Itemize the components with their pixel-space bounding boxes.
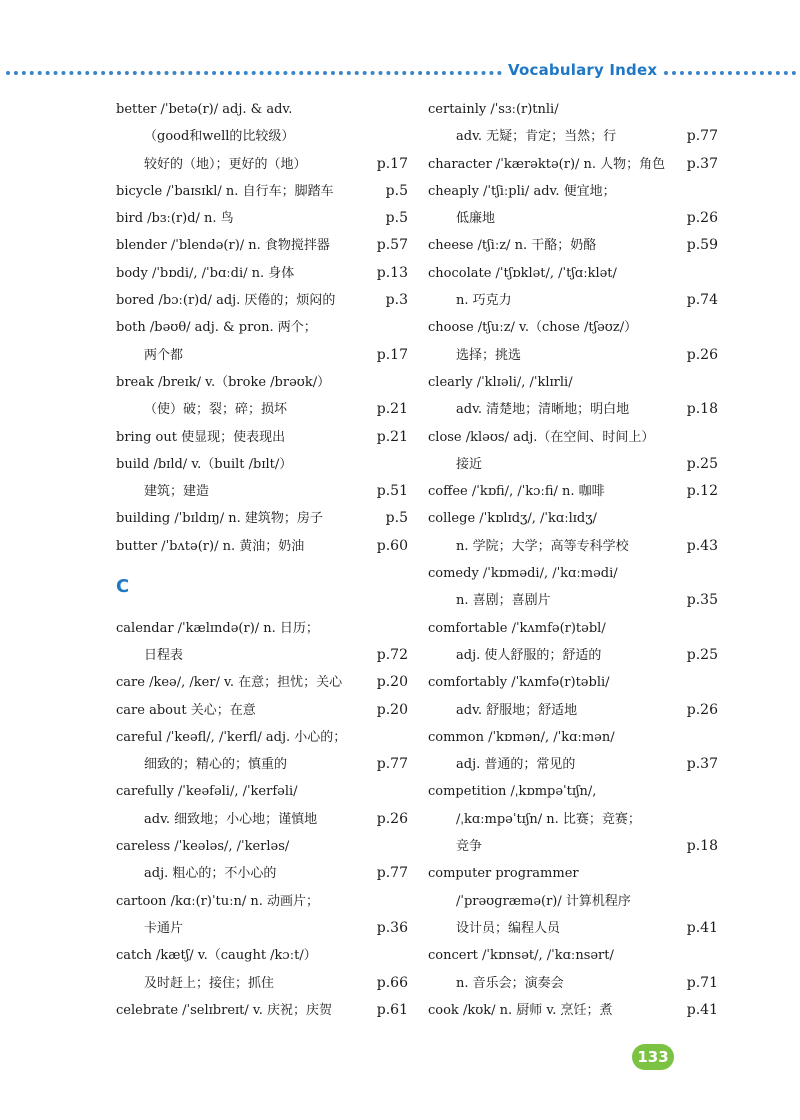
entry-page-ref: p.26 [376,810,408,827]
entry-text: close /kləʊs/ adj.（在空间、时间上） [428,429,655,445]
entry-text: cartoon /kɑː(r)ˈtuːn/ n. 动画片； [116,893,320,909]
index-entry-line [116,669,408,696]
entry-text: careful /ˈkeəfl/, /ˈkerfl/ adj. 小心的； [116,729,347,745]
entry-text: 建筑；建造 [144,484,210,500]
entry-page-ref: p.17 [376,155,408,172]
index-entry-line [116,424,408,451]
index-entry-line [428,123,718,150]
index-entry-line [428,806,718,833]
entry-page-ref: p.37 [686,756,718,773]
entry-page-ref: p.59 [686,237,718,254]
entry-text: cook /kʊk/ n. 厨师 v. 烹饪；煮 [428,1002,613,1018]
entry-text: build /bɪld/ v.（built /bɪlt/） [116,456,293,472]
index-entry-line [428,505,718,532]
entry-page-ref: p.51 [376,483,408,500]
index-entry-line [428,833,718,860]
entry-text: 两个都 [144,347,184,363]
index-entry-line [428,151,718,178]
entry-text: bored /bɔː(r)d/ adj. 厌倦的；烦闷的 [116,293,336,309]
index-entry-line [428,997,718,1024]
entry-text: comedy /ˈkɒmədi/, /ˈkɑːmədi/ [428,566,618,582]
entry-page-ref: p.66 [376,974,408,991]
entry-text: 选择；挑选 [456,347,522,363]
index-entry-line [428,669,718,696]
index-entry-line [116,642,408,669]
entry-page-ref: p.5 [385,510,408,527]
index-entry-line [428,287,718,314]
running-header [0,60,800,86]
entry-text: n. 学院；大学；高等专科学校 [456,538,629,554]
entry-text: concert /ˈkɒnsət/, /ˈkɑːnsərt/ [428,948,614,964]
index-entry-line [428,778,718,805]
entry-text: 竞争 [456,839,483,855]
entry-text: cheaply /ˈtʃiːpli/ adv. 便宜地； [428,183,616,199]
entry-page-ref: p.17 [376,346,408,363]
entry-page-ref: p.26 [686,346,718,363]
entry-text: bird /bɜː(r)d/ n. 鸟 [116,211,234,227]
entry-text: careless /ˈkeələs/, /ˈkerləs/ [116,839,290,855]
index-entry-line [428,860,718,887]
index-entry-line [428,888,718,915]
index-entry-line [428,942,718,969]
entry-page-ref: p.5 [385,210,408,227]
index-entry-line [428,232,718,259]
entry-page-ref: p.72 [376,646,408,663]
index-entry-line [428,560,718,587]
entry-page-ref: p.12 [686,483,718,500]
entry-text: adv. 细致地；小心地；谨慎地 [144,811,318,827]
index-entry-line [116,287,408,314]
entry-page-ref: p.21 [376,401,408,418]
entries-c-continued [428,96,718,1024]
entry-page-ref: p.5 [385,182,408,199]
entry-text: bring out 使显现；使表现出 [116,429,286,445]
entry-page-ref: p.77 [686,128,718,145]
entry-text: catch /kætʃ/ v.（caught /kɔːt/） [116,948,317,964]
index-entry-line [116,697,408,724]
index-entry-line [116,205,408,232]
entry-text: competition /ˌkɒmpəˈtɪʃn/, [428,784,597,800]
index-entry-line [116,888,408,915]
entry-text: character /ˈkærəktə(r)/ n. 人物；角色 [428,156,666,172]
index-entry-line [116,970,408,997]
entry-page-ref: p.41 [686,919,718,936]
index-entry-line [428,751,718,778]
entry-text: adj. 粗心的；不小心的 [144,866,277,882]
entry-text: coffee /ˈkɒfi/, /ˈkɔːfi/ n. 咖啡 [428,484,605,500]
entry-page-ref: p.37 [686,155,718,172]
header-dotted-rule-right [664,71,796,75]
entry-text: college /ˈkɒlɪdʒ/, /ˈkɑːlɪdʒ/ [428,511,597,527]
entry-text: 日程表 [144,647,184,663]
index-entry-line [116,478,408,505]
entry-text: better /ˈbetə(r)/ adj. & adv. [116,102,293,117]
entry-text: （good和well的比较级） [144,129,295,145]
index-entry-line [116,724,408,751]
entry-text: 低廉地 [456,211,496,227]
entry-text: adv. 无疑；肯定；当然；行 [456,129,617,145]
index-entry-line [116,860,408,887]
index-entry-line [428,724,718,751]
entry-page-ref: p.57 [376,237,408,254]
entry-page-ref: p.26 [686,701,718,718]
entry-page-ref: p.43 [686,537,718,554]
index-entry-line [116,123,408,150]
entry-text: butter /ˈbʌtə(r)/ n. 黄油；奶油 [116,538,305,554]
index-entry-line [428,478,718,505]
entry-text: 及时赶上；接住；抓住 [144,975,275,991]
entry-text: （使）破；裂；碎；损坏 [144,402,288,418]
entry-text: both /bəʊθ/ adj. & pron. 两个； [116,320,317,336]
index-entry-line [428,451,718,478]
index-entry-line [428,915,718,942]
page-number-badge: 133 [632,1044,674,1070]
entry-text: n. 喜剧；喜剧片 [456,593,551,609]
entry-text: adv. 舒服地；舒适地 [456,702,578,718]
entry-page-ref: p.3 [385,292,408,309]
index-entry-line [116,915,408,942]
entry-page-ref: p.35 [686,592,718,609]
entry-text: adj. 使人舒服的；舒适的 [456,647,602,663]
index-entry-line [428,178,718,205]
entry-page-ref: p.18 [686,401,718,418]
entry-text: calendar /ˈkælɪndə(r)/ n. 日历； [116,620,319,636]
entry-text: comfortably /ˈkʌmfə(r)təbli/ [428,675,610,691]
entry-page-ref: p.71 [686,974,718,991]
entry-text: body /ˈbɒdi/, /ˈbɑːdi/ n. 身体 [116,265,295,281]
index-entry-line [116,942,408,969]
index-entry-line [428,587,718,614]
entry-page-ref: p.21 [376,428,408,445]
entry-page-ref: p.60 [376,537,408,554]
entries-c [116,615,408,1024]
index-entry-line [428,96,718,123]
index-entry-line [428,314,718,341]
entry-text: /ˌkɑːmpəˈtɪʃn/ n. 比赛；竞赛； [456,811,641,827]
index-entry-line [116,342,408,369]
entry-text: carefully /ˈkeəfəli/, /ˈkerfəli/ [116,784,298,800]
index-entry-line [116,260,408,287]
index-entry-line [428,424,718,451]
index-entry-line [428,260,718,287]
entry-text: 接近 [456,456,483,472]
entry-text: 设计员；编程人员 [456,920,561,936]
entry-text: adj. 普通的；常见的 [456,757,576,773]
entry-text: choose /tʃuːz/ v.（chose /tʃəʊz/） [428,320,638,336]
index-entry-line [116,178,408,205]
index-entry-line [428,533,718,560]
entry-text: adv. 清楚地；清晰地；明白地 [456,402,630,418]
entry-text: n. 音乐会；演奏会 [456,975,564,991]
index-entry-line [428,642,718,669]
entry-page-ref: p.26 [686,210,718,227]
index-entry-line [116,533,408,560]
header-title: Vocabulary Index [508,61,658,79]
entry-text: building /ˈbɪldɪŋ/ n. 建筑物；房子 [116,511,323,527]
entry-text: chocolate /ˈtʃɒklət/, /ˈtʃɑːklət/ [428,265,617,281]
entry-page-ref: p.20 [376,701,408,718]
entry-text: blender /ˈblendə(r)/ n. 食物搅拌器 [116,238,330,254]
index-entry-line [116,232,408,259]
entry-text: computer programmer [428,866,579,882]
index-entry-line [428,369,718,396]
entries-b [116,96,408,560]
entry-text: care /keə/, /ker/ v. 在意；担忧；关心 [116,675,343,691]
index-entry-line [116,151,408,178]
entry-page-ref: p.41 [686,1001,718,1018]
entry-page-ref: p.25 [686,455,718,472]
entry-text: break /breɪk/ v.（broke /brəʊk/） [116,374,331,390]
index-entry-line [428,342,718,369]
entry-page-ref: p.25 [686,646,718,663]
entry-page-ref: p.61 [376,1001,408,1018]
entry-page-ref: p.77 [376,756,408,773]
right-column [428,96,718,1024]
section-letter: C [116,576,130,598]
entry-text: care about 关心；在意 [116,702,256,718]
entry-page-ref: p.74 [686,292,718,309]
entry-text: common /ˈkɒmən/, /ˈkɑːmən/ [428,729,615,745]
entry-text: celebrate /ˈselɪbreɪt/ v. 庆祝；庆贺 [116,1002,332,1018]
entry-page-ref: p.18 [686,838,718,855]
index-entry-line [116,997,408,1024]
left-column [116,96,408,1024]
index-entry-line [116,396,408,423]
entry-page-ref: p.77 [376,865,408,882]
index-entry-line [116,505,408,532]
index-entry-line [428,970,718,997]
entry-text: 细致的；精心的；慎重的 [144,757,288,773]
index-entry-line [428,697,718,724]
index-entry-line [116,778,408,805]
entry-text: clearly /ˈklɪəli/, /ˈklɪrli/ [428,374,573,390]
entry-text: 较好的（地）；更好的（地） [144,156,307,172]
index-entry-line [428,396,718,423]
entry-page-ref: p.36 [376,919,408,936]
entry-text: /ˈprəʊɡræmə(r)/ 计算机程序 [456,893,631,909]
entry-page-ref: p.13 [376,264,408,281]
entry-text: certainly /ˈsɜː(r)tnli/ [428,102,559,117]
index-entry-line [116,615,408,642]
index-entry-line [116,314,408,341]
index-entry-line [116,451,408,478]
entry-text: comfortable /ˈkʌmfə(r)təbl/ [428,620,606,636]
index-entry-line [116,806,408,833]
header-dotted-rule-left [6,71,502,75]
index-entry-line [428,205,718,232]
entry-text: n. 巧克力 [456,293,512,309]
entry-text: cheese /tʃiːz/ n. 干酪；奶酪 [428,238,597,254]
index-entry-line [116,369,408,396]
index-entry-line [116,833,408,860]
index-entry-line [116,751,408,778]
index-entry-line [428,615,718,642]
entry-page-ref: p.20 [376,674,408,691]
entry-text: 卡通片 [144,920,184,936]
index-entry-line [116,96,408,123]
entry-text: bicycle /ˈbaɪsɪkl/ n. 自行车；脚踏车 [116,183,334,199]
